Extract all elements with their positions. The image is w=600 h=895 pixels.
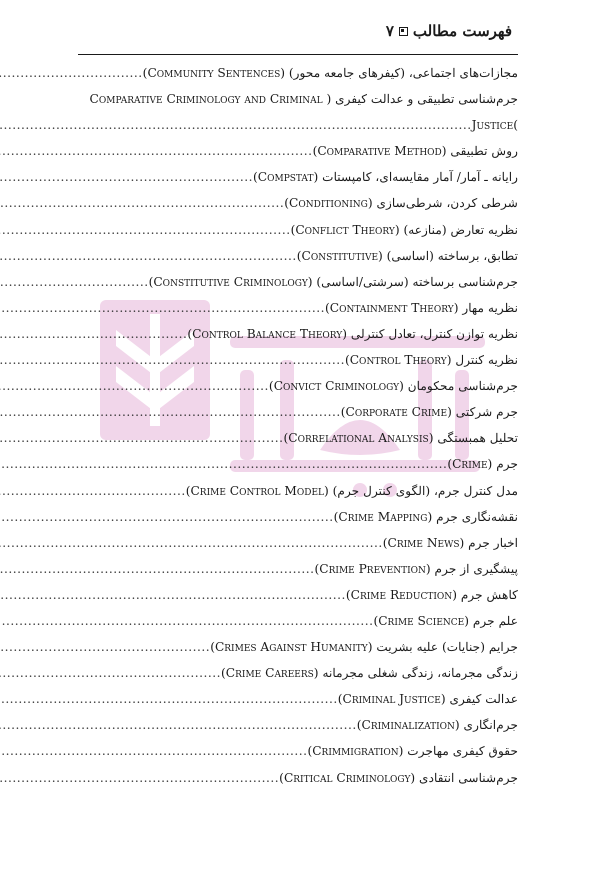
toc-entry: زندگی مجرمانه، زندگی شغلی مجرمانه (Crime Careers) .....: [78, 666, 518, 692]
header-page-number: ۷: [385, 22, 394, 40]
toc-entry: جرم‌شناسی انتقادی (Critical Criminology) .....: [78, 771, 518, 797]
toc-entry: نظریه تعارض (منازعه) (Conflict Theory) .....: [78, 223, 518, 249]
table-of-contents: [78, 66, 518, 797]
toc-entry: علم جرم (Crime Science) .....: [78, 614, 518, 640]
toc-entry: اخبار جرم (Crime News) .....: [78, 536, 518, 562]
page-header: [386, 22, 512, 40]
toc-entry: حقوق کیفری مهاجرت (Crimmigration) .....: [78, 744, 518, 770]
toc-entry: مجازات‌های اجتماعی، (کیفرهای جامعه محور) (Community Sentences) .....: [78, 66, 518, 92]
toc-entry: رایانه ـ آمار/ آمار مقایسه‌ای، کامپستات (Compstat) .....: [78, 170, 518, 196]
toc-entry: جرم‌شناسی تطبیقی و عدالت کیفری ( Comparative Criminology and Criminal: [89, 92, 518, 107]
toc-entry: جرم شرکتی (Corporate Crime) .....: [78, 405, 518, 431]
toc-entry: تحلیل همبستگی (Correlational Analysis) .....: [78, 431, 518, 457]
toc-entry: نظریه مهار (Containment Theory) .....: [78, 301, 518, 327]
toc-entry: شرطی کردن، شرطی‌سازی (Conditioning) .....: [78, 196, 518, 222]
toc-entry: روش تطبیقی (Comparative Method) .....: [78, 144, 518, 170]
toc-entry: پیشگیری از جرم (Crime Prevention) .....: [78, 562, 518, 588]
toc-entry: جرم‌انگاری (Criminalization) .....: [78, 718, 518, 744]
toc-entry: مدل کنترل جرم، (الگوی کنترل جرم) (Crime Control Model) .....: [78, 484, 518, 510]
toc-entry: کاهش جرم (Crime Reduction) .....: [78, 588, 518, 614]
toc-entry: جرم (Crime) .....: [78, 457, 518, 483]
header-title: فهرست مطالب: [412, 22, 512, 40]
toc-entry: جرایم (جنایات) علیه بشریت (Crimes Against Humanity) .....: [78, 640, 518, 666]
toc-entry: نظریه کنترل (Control Theory) .....: [78, 353, 518, 379]
toc-entry: تطابق، برساخته (اساسی) (Constitutive) .....: [78, 249, 518, 275]
toc-entry: )Justice .....: [78, 118, 518, 144]
square-bullet-icon: [399, 27, 408, 36]
toc-entry: جرم‌شناسی محکومان (Convict Criminology) .....: [78, 379, 518, 405]
toc-entry: جرم‌شناسی برساخته (سرشتی/اساسی) (Constitutive Criminology) .....: [78, 275, 518, 301]
toc-entry: عدالت کیفری (Criminal Justice) .....: [78, 692, 518, 718]
header-rule: [78, 54, 518, 55]
toc-entry: نظریه توازن کنترل، تعادل کنترلی (Control Balance Theory) .....: [78, 327, 518, 353]
toc-entry: نقشه‌نگاری جرم (Crime Mapping) .....: [78, 510, 518, 536]
